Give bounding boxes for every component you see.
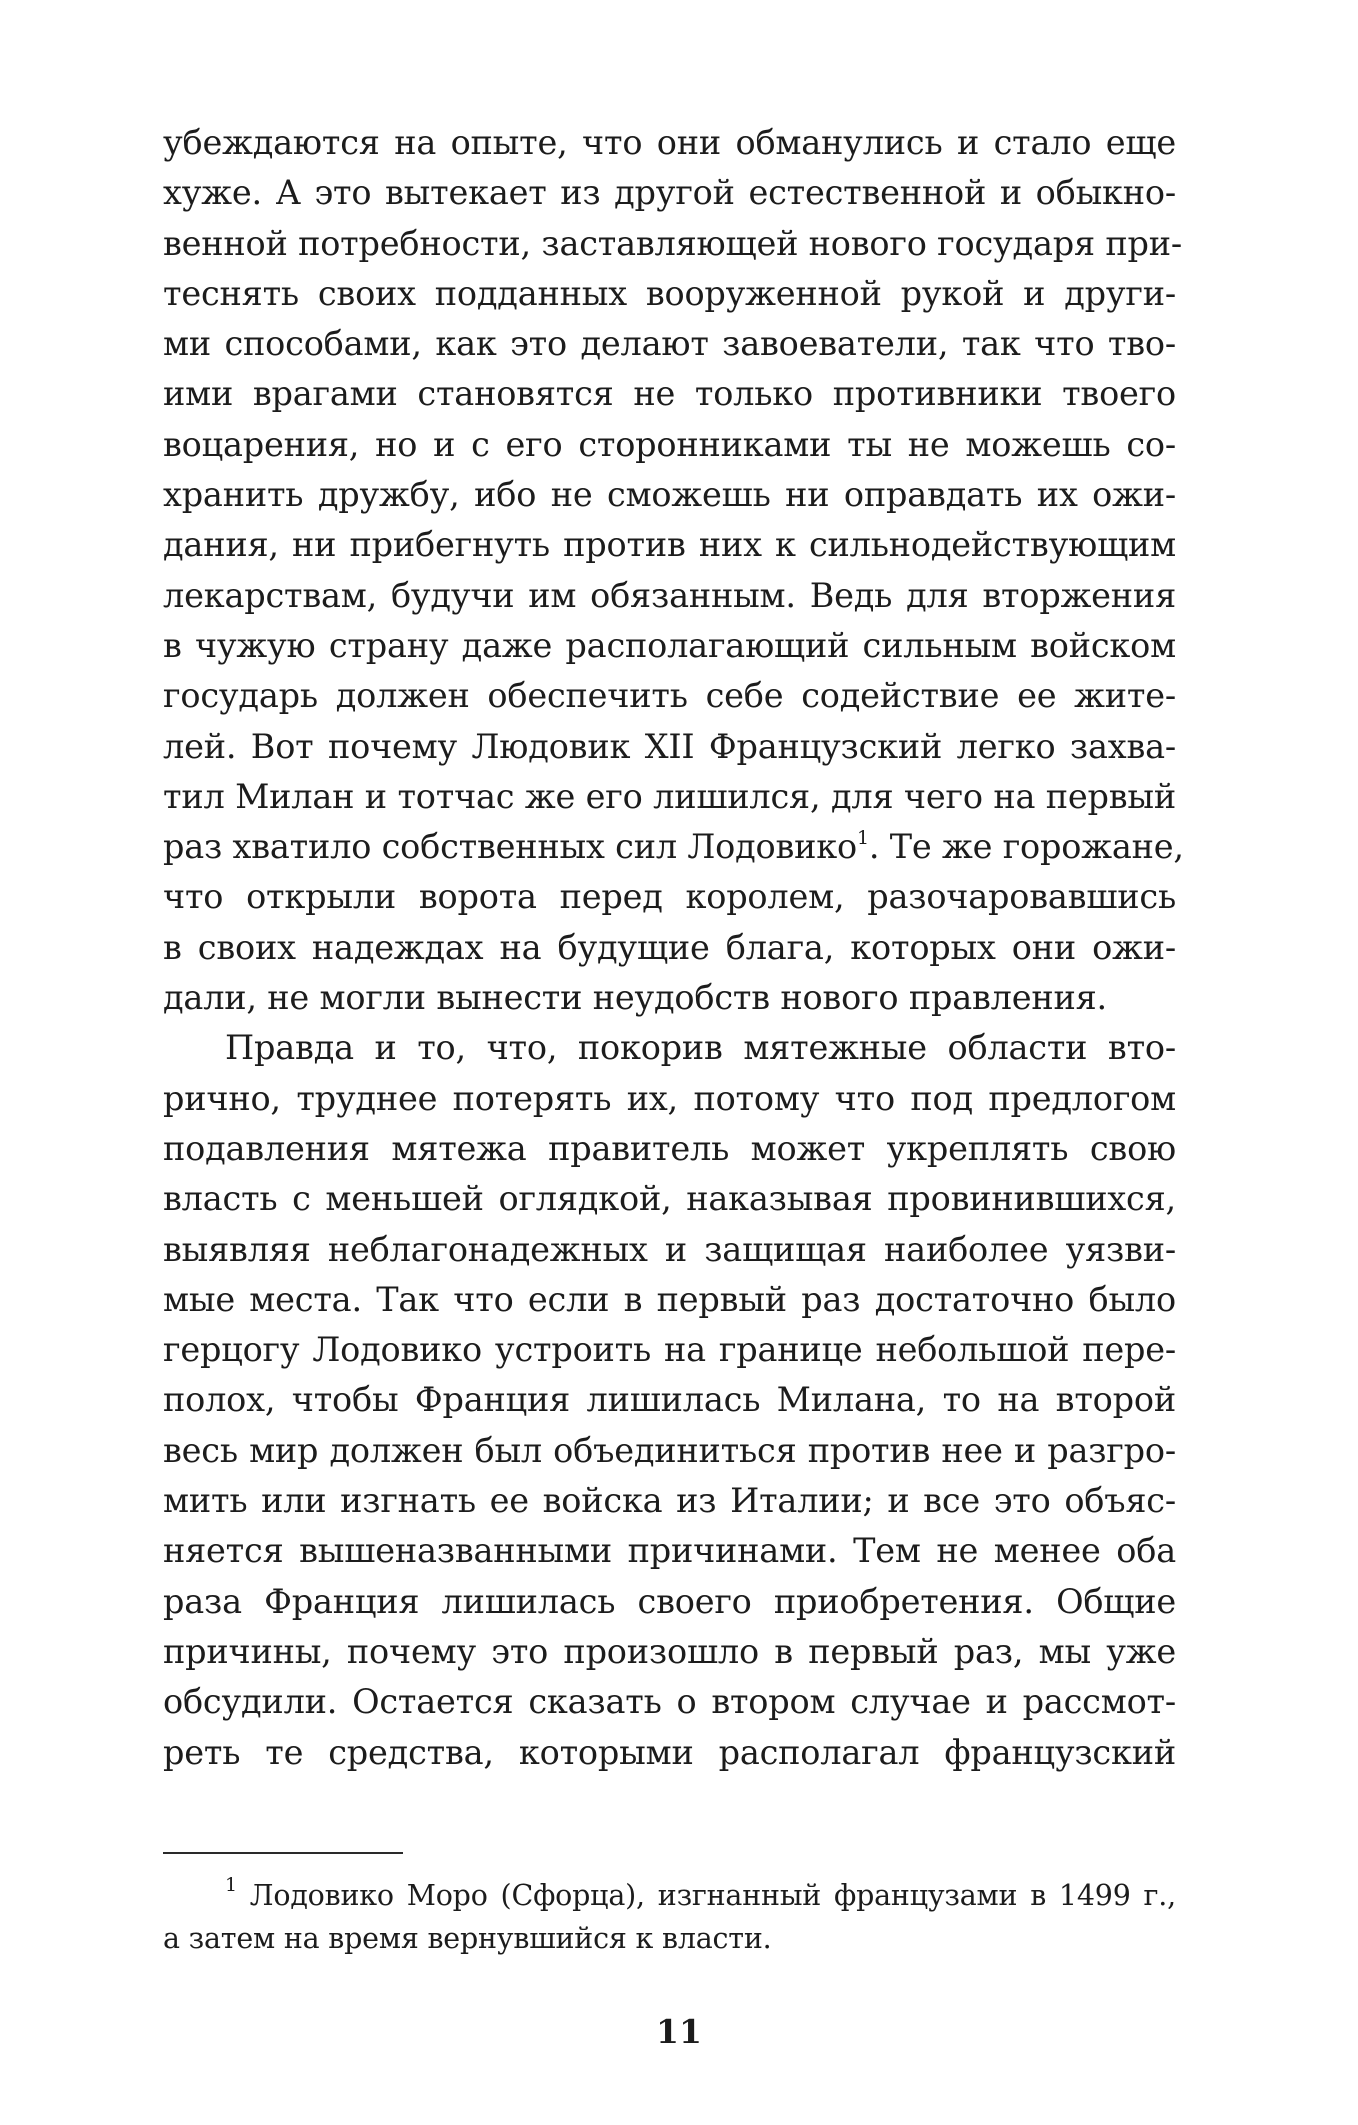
text-line: власть с меньшей оглядкой, наказывая провинившихся, — [163, 1179, 1176, 1219]
text-line: государь должен обеспечить себе содействие ее жите- — [163, 676, 1176, 716]
text-line-with-footnote-ref — [163, 822, 1184, 872]
text-line: убеждаются на опыте, что они обманулись и стало еще — [163, 123, 1176, 162]
text-line: дания, ни прибегнуть против них к сильнодействующим — [163, 525, 1176, 565]
text-fragment: . Те же горожане, — [868, 827, 1184, 867]
text-line: герцогу Лодовико устроить на границе небольшой пере- — [163, 1330, 1176, 1370]
paragraph-1 — [163, 118, 1184, 1023]
text-line: мить или изгнать ее войска из Италии; и все это объяс- — [163, 1481, 1176, 1521]
text-line: Правда и то, что, покорив мятежные области вто- — [225, 1028, 1176, 1068]
text-line: реть те средства, которыми располагал французский — [163, 1732, 1176, 1772]
text-line: обсудили. Остается сказать о втором случае и рассмот- — [163, 1682, 1176, 1722]
page-body — [163, 118, 1184, 1778]
paragraph-2 — [163, 1023, 1176, 1777]
text-line: рично, труднее потерять их, потому что под предлогом — [163, 1078, 1176, 1118]
footnote-marker: 1 — [225, 1874, 237, 1896]
page-number: 11 — [656, 2012, 702, 2051]
text-line: дали, не могли вынести неудобств нового правления. — [163, 978, 1107, 1018]
text-line: в своих надеждах на будущие блага, которых они ожи- — [163, 927, 1176, 967]
text-line: раза Франция лишилась своего приобретения. Общие — [163, 1581, 1176, 1621]
footnote-line: а затем на время вернувшийся к власти. — [163, 1922, 772, 1955]
text-fragment: раз хватило собственных сил Лодовико — [163, 827, 857, 867]
footnote — [163, 1874, 1176, 1960]
text-line: ми способами, как это делают завоеватели, так что тво- — [163, 324, 1176, 364]
text-line: хранить дружбу, ибо не сможешь ни оправдать их ожи- — [163, 475, 1176, 515]
text-line: лекарствам, будучи им обязанным. Ведь для вторжения — [163, 575, 1176, 615]
text-line: лей. Вот почему Людовик XII Французский легко захва- — [163, 726, 1176, 766]
text-line: теснять своих подданных вооруженной рукой и други- — [163, 273, 1176, 313]
footnote-divider — [163, 1852, 403, 1854]
text-line: причины, почему это произошло в первый раз, мы уже — [163, 1631, 1176, 1671]
footnote-text: Лодовико Моро (Сфорца), изгнанный французами в 1499 г., — [249, 1879, 1176, 1912]
text-line: полох, чтобы Франция лишилась Милана, то на второй — [163, 1380, 1176, 1420]
text-line: воцарения, но и с его сторонниками ты не можешь со- — [163, 424, 1176, 464]
text-line: в чужую страну даже располагающий сильным войском — [163, 625, 1176, 665]
text-line: подавления мятежа правитель может укреплять свою — [163, 1128, 1176, 1168]
footnote-reference[interactable]: 1 — [857, 827, 869, 850]
text-line: весь мир должен был объединиться против нее и разгро- — [163, 1430, 1176, 1470]
text-line: что открыли ворота перед королем, разочаровавшись — [163, 877, 1176, 917]
text-line: тил Милан и тотчас же его лишился, для чего на первый — [163, 776, 1176, 816]
text-line: выявляя неблагонадежных и защищая наиболее уязви- — [163, 1229, 1176, 1269]
text-line: мые места. Так что если в первый раз достаточно было — [163, 1279, 1176, 1319]
text-line: няется вышеназванными причинами. Тем не менее оба — [163, 1531, 1176, 1571]
text-line: венной потребности, заставляющей нового государя при- — [163, 223, 1183, 263]
footnote-line — [163, 1874, 1176, 1917]
text-line: хуже. А это вытекает из другой естественной и обыкно- — [163, 173, 1176, 213]
text-line: ими врагами становятся не только противники твоего — [163, 374, 1176, 414]
